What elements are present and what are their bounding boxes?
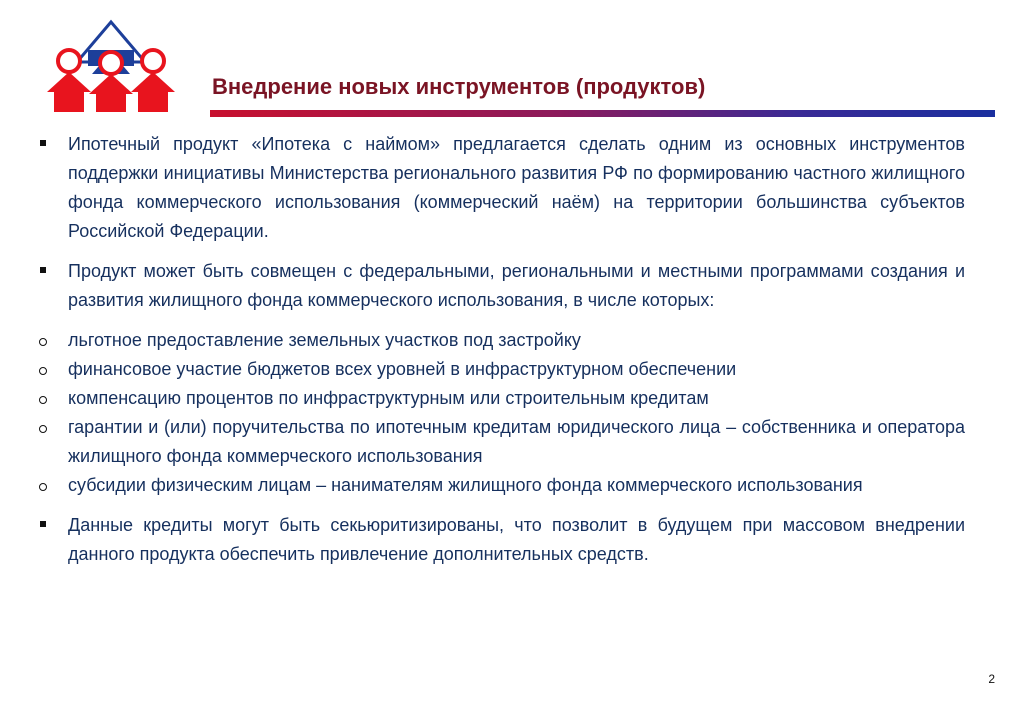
sub-bullet-item [38,326,965,355]
bullet-text: Ипотечный продукт «Ипотека с наймом» предлагается сделать одним из основных инструментов поддержки инициативы Министерства регионального развития РФ по формированию частного жилищного фонда коммерческого использования (коммерческий наём) на территории большинства субъектов Российской Федерации. [68,134,965,241]
circle-bullet-icon [38,413,52,442]
bullet-item [38,511,965,569]
slide-title: Внедрение новых инструментов (продуктов) [212,74,706,99]
title-underline [210,110,995,117]
bullet-item [38,257,965,315]
sub-bullet-item [38,384,965,413]
sub-bullet-text: финансовое участие бюджетов всех уровней в инфраструктурном обеспечении [68,359,737,379]
circle-bullet-icon [38,326,52,355]
page-number: 2 [988,672,995,686]
logo-icon [40,18,185,118]
square-bullet-icon [38,257,52,286]
circle-bullet-icon [38,355,52,384]
square-bullet-icon [38,130,52,159]
bullet-text: Продукт может быть совмещен с федеральными, региональными и местными программами создания и развития жилищного фонда коммерческого использования, в числе которых: [68,261,965,310]
sub-bullet-item [38,413,965,471]
sub-bullet-item [38,355,965,384]
bullet-text: Данные кредиты могут быть секьюритизированы, что позволит в будущем при массовом внедрении данного продукта обеспечить привлечение дополнительных средств. [68,515,965,564]
sub-bullet-item [38,471,965,500]
square-bullet-icon [38,511,52,540]
circle-bullet-icon [38,471,52,500]
sub-bullet-text: льготное предоставление земельных участков под застройку [68,330,581,350]
sub-bullet-text: субсидии физическим лицам – нанимателям жилищного фонда коммерческого использования [68,475,863,495]
circle-bullet-icon [38,384,52,413]
bullet-item [38,130,965,246]
sub-bullet-text: гарантии и (или) поручительства по ипотечным кредитам юридического лица – собственника и оператора жилищного фонда коммерческого использования [68,417,965,466]
slide-body [38,130,965,569]
sub-bullet-text: компенсацию процентов по инфраструктурным или строительным кредитам [68,388,709,408]
